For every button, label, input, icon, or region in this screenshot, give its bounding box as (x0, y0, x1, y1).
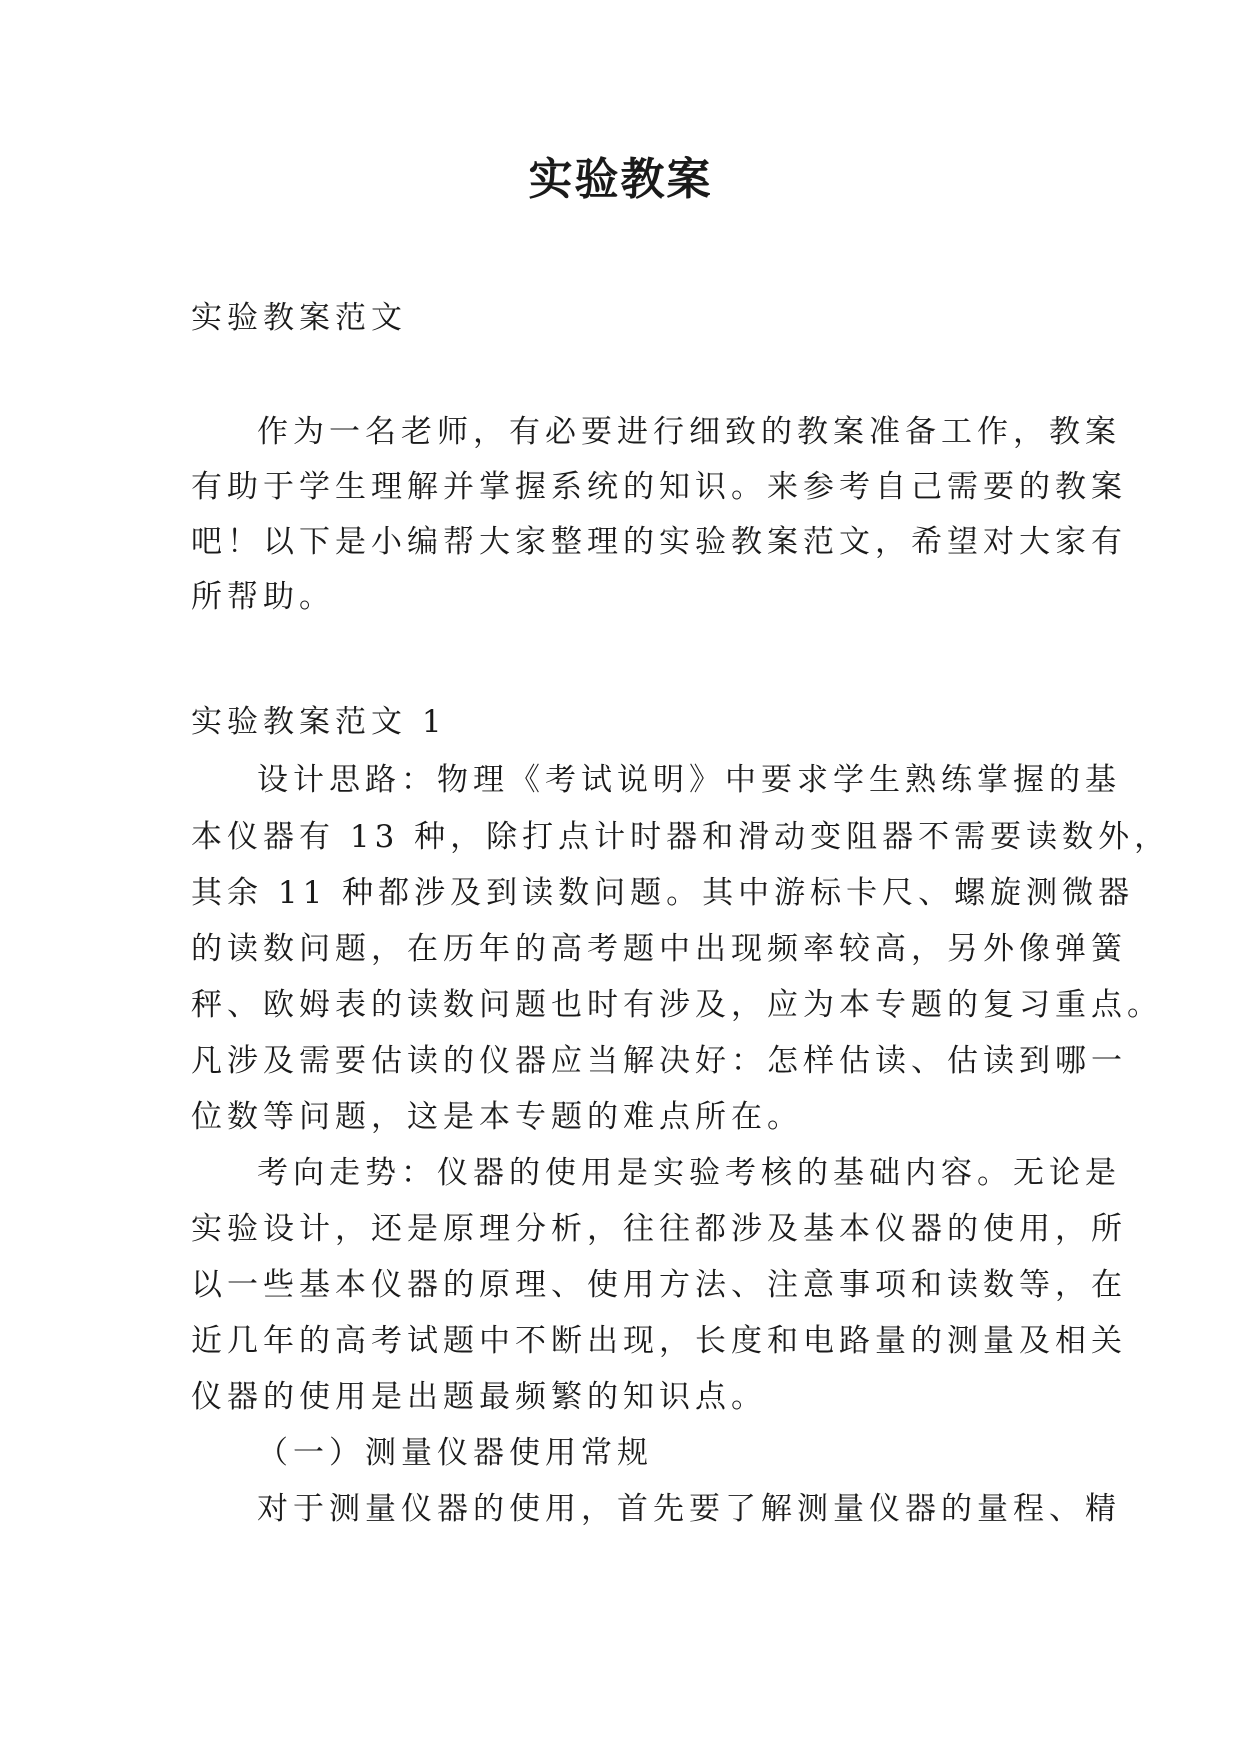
section-heading: 实验教案范文 1 (191, 704, 447, 740)
paragraph-line: 有助于学生理解并掌握系统的知识。来参考自己需要的教案 (191, 469, 1127, 505)
paragraph-line: 实验设计，还是原理分析，往往都涉及基本仪器的使用，所 (191, 1211, 1127, 1247)
document-title: 实验教案 (528, 154, 713, 205)
paragraph-line: 所帮助。 (191, 579, 335, 615)
paragraph-line: 以一些基本仪器的原理、使用方法、注意事项和读数等，在 (191, 1267, 1127, 1303)
paragraph-line: 凡涉及需要估读的仪器应当解决好：怎样估读、估读到哪一 (191, 1043, 1127, 1079)
paragraph-line: 位数等问题，这是本专题的难点所在。 (191, 1099, 803, 1135)
paragraph-line: 本仪器有 13 种，除打点计时器和滑动变阻器不需要读数外， (191, 819, 1171, 855)
section-heading: 实验教案范文 (191, 300, 407, 336)
subsection-heading: （一）测量仪器使用常规 (257, 1435, 653, 1471)
paragraph-line: 秤、欧姆表的读数问题也时有涉及，应为本专题的复习重点。 (191, 987, 1163, 1023)
paragraph-line: 仪器的使用是出题最频繁的知识点。 (191, 1379, 767, 1415)
paragraph-line: 设计思路：物理《考试说明》中要求学生熟练掌握的基 (257, 762, 1121, 798)
paragraph-line: 考向走势：仪器的使用是实验考核的基础内容。无论是 (257, 1155, 1121, 1191)
paragraph-line: 的读数问题，在历年的高考题中出现频率较高，另外像弹簧 (191, 931, 1127, 967)
paragraph-line: 对于测量仪器的使用，首先要了解测量仪器的量程、精 (257, 1491, 1121, 1527)
paragraph-line: 吧！以下是小编帮大家整理的实验教案范文，希望对大家有 (191, 524, 1127, 560)
paragraph-line: 其余 11 种都涉及到读数问题。其中游标卡尺、螺旋测微器 (191, 875, 1135, 911)
paragraph-line: 作为一名老师，有必要进行细致的教案准备工作，教案 (257, 414, 1121, 450)
paragraph-line: 近几年的高考试题中不断出现，长度和电路量的测量及相关 (191, 1323, 1127, 1359)
